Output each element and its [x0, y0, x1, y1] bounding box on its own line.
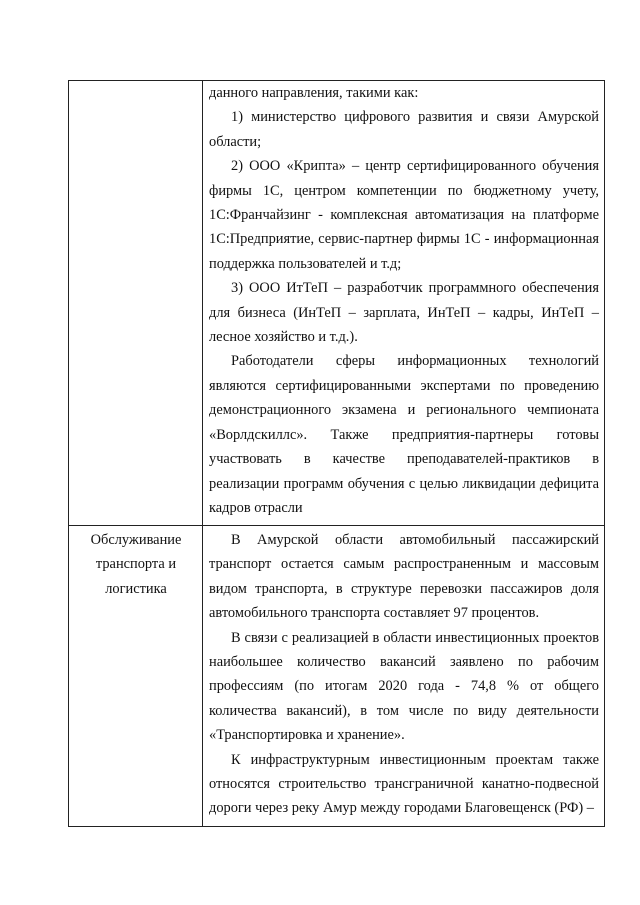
row-divider: [69, 525, 604, 526]
row2-paragraph: В Амурской области автомобильный пассажирский транспорт остается самым распространенным и массовым видом транспорта, в структуре перевозки пассажиров доля автомобильного транспорта составляет 97 процентов.: [209, 532, 599, 622]
row1-paragraph: 3) ООО ИтТеП – разработчик программного обеспечения для бизнеса (ИнТеП – зарплата, ИнТеП – кадры, ИнТеП – лесное хозяйство и т.д.).: [209, 280, 599, 346]
sector-table: [68, 80, 605, 827]
row2-description-cell: [209, 528, 599, 821]
row2-paragraph: К инфраструктурным инвестиционным проектам также относятся строительство трансграничной канатно-подвесной дороги через реку Амур между городами Благовещенск (РФ) –: [209, 751, 599, 817]
row2-sector-label: Обслуживание транспорта и логистика: [90, 532, 182, 597]
row1-paragraph: Работодатели сферы информационных технологий являются сертифицированными экспертами по проведению демонстрационного экзамена и регионального чемпионата «Ворлдскиллс». Также предприятия-партнеры готовы участвовать в качестве преподавателей-практиков в реализации программ обучения с целью ликвидации дефицита кадров отрасли: [209, 353, 599, 516]
row2-paragraph: В связи с реализацией в области инвестиционных проектов наибольшее количество вакансий заявлено по рабочим профессиям (по итогам 2020 года - 74,8 % от общего количества вакансий), в том числе по виду деятельности «Транспортировка и хранение».: [209, 629, 599, 744]
row1-paragraph: данного направления, такими как:: [209, 85, 419, 101]
row1-paragraph: 2) ООО «Крипта» – центр сертифицированного обучения фирмы 1С, центром компетенции по бюджетному учету, 1С:Франчайзинг - комплексная автоматизация на платформе 1С:Предприятие, сервис-партнер фирмы 1С - информационная поддержка пользователей и т.д;: [209, 158, 599, 272]
row1-description-cell: [209, 81, 599, 520]
row1-paragraph: 1) министерство цифрового развития и связи Амурской области;: [209, 109, 599, 150]
column-divider: [202, 81, 203, 826]
